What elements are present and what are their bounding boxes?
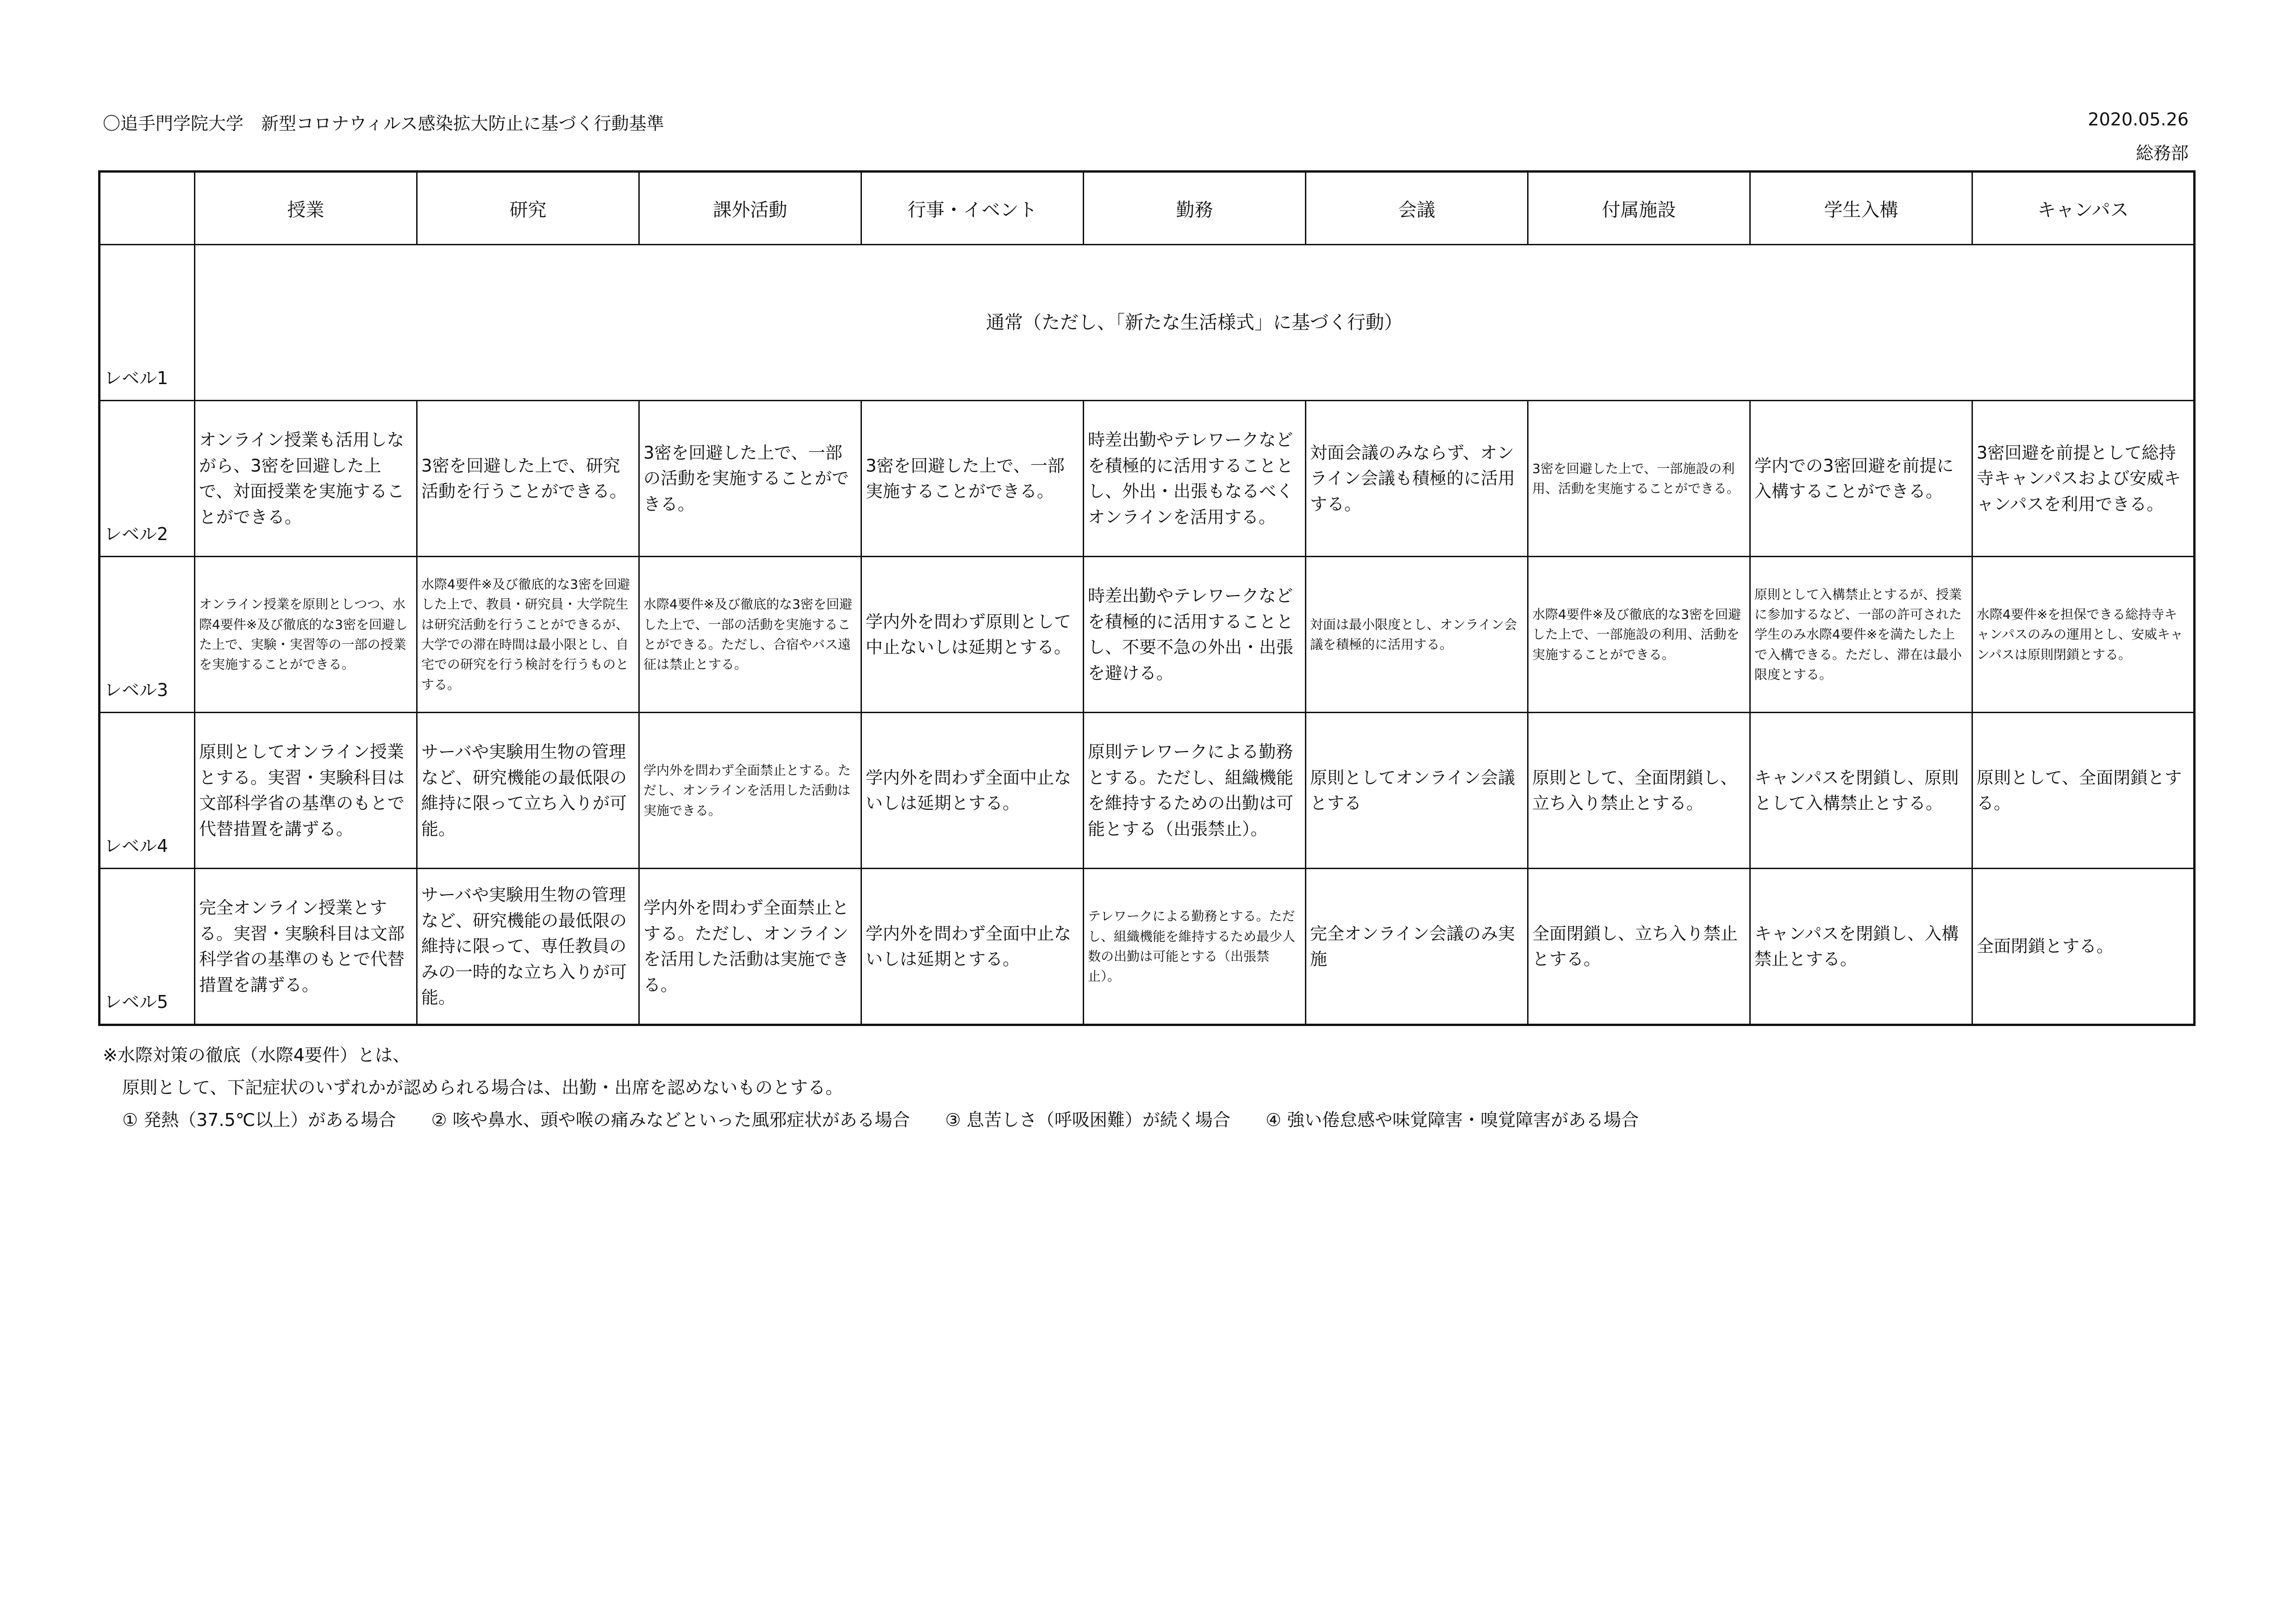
table-cell: 原則としてオンライン会議とする	[1306, 713, 1528, 869]
table-cell: テレワークによる勤務とする。ただし、組織機能を維持するため最少人数の出勤は可能とする（出張禁止）。	[1084, 869, 1306, 1025]
table-cell: キャンパスを閉鎖し、原則として入構禁止とする。	[1750, 713, 1972, 869]
table-cell: キャンパスを閉鎖し、入構禁止とする。	[1750, 869, 1972, 1025]
column-header: キャンパス	[1972, 172, 2195, 245]
table-cell: 完全オンライン会議のみ実施	[1306, 869, 1528, 1025]
table-cell: 原則テレワークによる勤務とする。ただし、組織機能を維持するための出勤は可能とする（出張禁止）。	[1084, 713, 1306, 869]
table-header-row	[100, 172, 2195, 245]
table-cell: 3密を回避した上で、一部の活動を実施することができる。	[639, 401, 861, 557]
footnote-heading: ※水際対策の徹底（水際4要件）とは、	[103, 1045, 411, 1065]
table-cell: サーバや実験用生物の管理など、研究機能の最低限の維持に限って立ち入りが可能。	[417, 713, 639, 869]
table-cell: 対面は最小限度とし、オンライン会議を積極的に活用する。	[1306, 557, 1528, 713]
column-header: 学生入構	[1750, 172, 1972, 245]
table-cell: 原則として、全面閉鎖とする。	[1972, 713, 2195, 869]
symptom-condition: ② 咳や鼻水、頭や喉の痛みなどといった風邪症状がある場合	[431, 1110, 910, 1130]
table-cell: 水際4要件※を担保できる総持寺キャンパスのみの運用とし、安威キャンパスは原則閉鎖とする。	[1972, 557, 2195, 713]
table-cell: 全面閉鎖し、立ち入り禁止とする。	[1528, 869, 1750, 1025]
table-row-level3	[100, 557, 2195, 713]
action-standards-table	[98, 170, 2196, 1026]
column-header: 授業	[195, 172, 417, 245]
table-cell: 3密を回避した上で、研究活動を行うことができる。	[417, 401, 639, 557]
table-cell: 学内外を問わず原則として中止ないしは延期とする。	[861, 557, 1084, 713]
symptom-conditions	[103, 1104, 1668, 1136]
table-cell: 対面会議のみならず、オンライン会議も積極的に活用する。	[1306, 401, 1528, 557]
table-row-level4	[100, 713, 2195, 869]
table-row-level5	[100, 869, 2195, 1025]
level-label: レベル5	[100, 869, 195, 1025]
column-header: 勤務	[1084, 172, 1306, 245]
column-header: 付属施設	[1528, 172, 1750, 245]
symptom-condition: ④ 強い倦怠感や味覚障害・嗅覚障害がある場合	[1266, 1110, 1639, 1130]
table-cell: オンライン授業も活用しながら、3密を回避した上で、対面授業を実施することができる。	[195, 401, 417, 557]
column-header: 研究	[417, 172, 639, 245]
table-cell: 学内外を問わず全面禁止とする。ただし、オンラインを活用した活動は実施できる。	[639, 713, 861, 869]
level-label: レベル3	[100, 557, 195, 713]
table-cell: 原則としてオンライン授業とする。実習・実験科目は文部科学省の基準のもとで代替措置を講ずる。	[195, 713, 417, 869]
table-cell: 3密を回避した上で、一部実施することができる。	[861, 401, 1084, 557]
table-cell: 3密回避を前提として総持寺キャンパスおよび安威キャンパスを利用できる。	[1972, 401, 2195, 557]
table-cell: 時差出勤やテレワークなどを積極的に活用することとし、不要不急の外出・出張を避ける。	[1084, 557, 1306, 713]
table-cell: 水際4要件※及び徹底的な3密を回避した上で、教員・研究員・大学院生は研究活動を行うことができるが、大学での滞在時間は最小限とし、自宅での研究を行う検討を行うものとする。	[417, 557, 639, 713]
level-label: レベル2	[100, 401, 195, 557]
table-cell: 学内外を問わず全面禁止とする。ただし、オンラインを活用した活動は実施できる。	[639, 869, 861, 1025]
table-row-level1	[100, 245, 2195, 401]
level-label: レベル1	[100, 245, 195, 401]
table-cell: 3密を回避した上で、一部施設の利用、活動を実施することができる。	[1528, 401, 1750, 557]
table-cell: オンライン授業を原則としつつ、水際4要件※及び徹底的な3密を回避した上で、実験・実習等の一部の授業を実施することができる。	[195, 557, 417, 713]
table-cell: 水際4要件※及び徹底的な3密を回避した上で、一部の活動を実施することができる。ただし、合宿やバス遠征は禁止とする。	[639, 557, 861, 713]
footnotes	[103, 1039, 1668, 1136]
table-cell: サーバや実験用生物の管理など、研究機能の最低限の維持に限って、専任教員のみの一時的な立ち入りが可能。	[417, 869, 639, 1025]
table-cell: 時差出勤やテレワークなどを積極的に活用することとし、外出・出張もなるべくオンラインを活用する。	[1084, 401, 1306, 557]
level1-normal-cell: 通常（ただし、「新たな生活様式」に基づく行動）	[195, 245, 2195, 401]
corner-cell	[100, 172, 195, 245]
table-cell: 学内外を問わず全面中止ないしは延期とする。	[861, 869, 1084, 1025]
column-header: 会議	[1306, 172, 1528, 245]
footnote-principle: 原則として、下記症状のいずれかが認められる場合は、出勤・出席を認めないものとする。	[122, 1077, 843, 1098]
table-cell: 学内での3密回避を前提に入構することができる。	[1750, 401, 1972, 557]
table-row-level2	[100, 401, 2195, 557]
table-cell: 完全オンライン授業とする。実習・実験科目は文部科学省の基準のもとで代替措置を講ずる。	[195, 869, 417, 1025]
table-cell: 全面閉鎖とする。	[1972, 869, 2195, 1025]
document-title: 〇追手門学院大学 新型コロナウィルス感染拡大防止に基づく行動基準	[103, 113, 664, 134]
level-label: レベル4	[100, 713, 195, 869]
symptom-condition: ③ 息苦しさ（呼吸困難）が続く場合	[945, 1110, 1230, 1130]
column-header: 行事・イベント	[861, 172, 1084, 245]
table-cell: 水際4要件※及び徹底的な3密を回避した上で、一部施設の利用、活動を実施することができる。	[1528, 557, 1750, 713]
table-cell: 原則として、全面閉鎖し、立ち入り禁止とする。	[1528, 713, 1750, 869]
department-name: 総務部	[2135, 143, 2189, 163]
table-cell: 原則として入構禁止とするが、授業に参加するなど、一部の許可された学生のみ水際4要件※を満たした上で入構できる。ただし、滞在は最小限度とする。	[1750, 557, 1972, 713]
table-cell: 学内外を問わず全面中止ないしは延期とする。	[861, 713, 1084, 869]
column-header: 課外活動	[639, 172, 861, 245]
document-date: 2020.05.26	[2088, 109, 2189, 130]
symptom-condition: ① 発熱（37.5℃以上）がある場合	[122, 1110, 396, 1130]
